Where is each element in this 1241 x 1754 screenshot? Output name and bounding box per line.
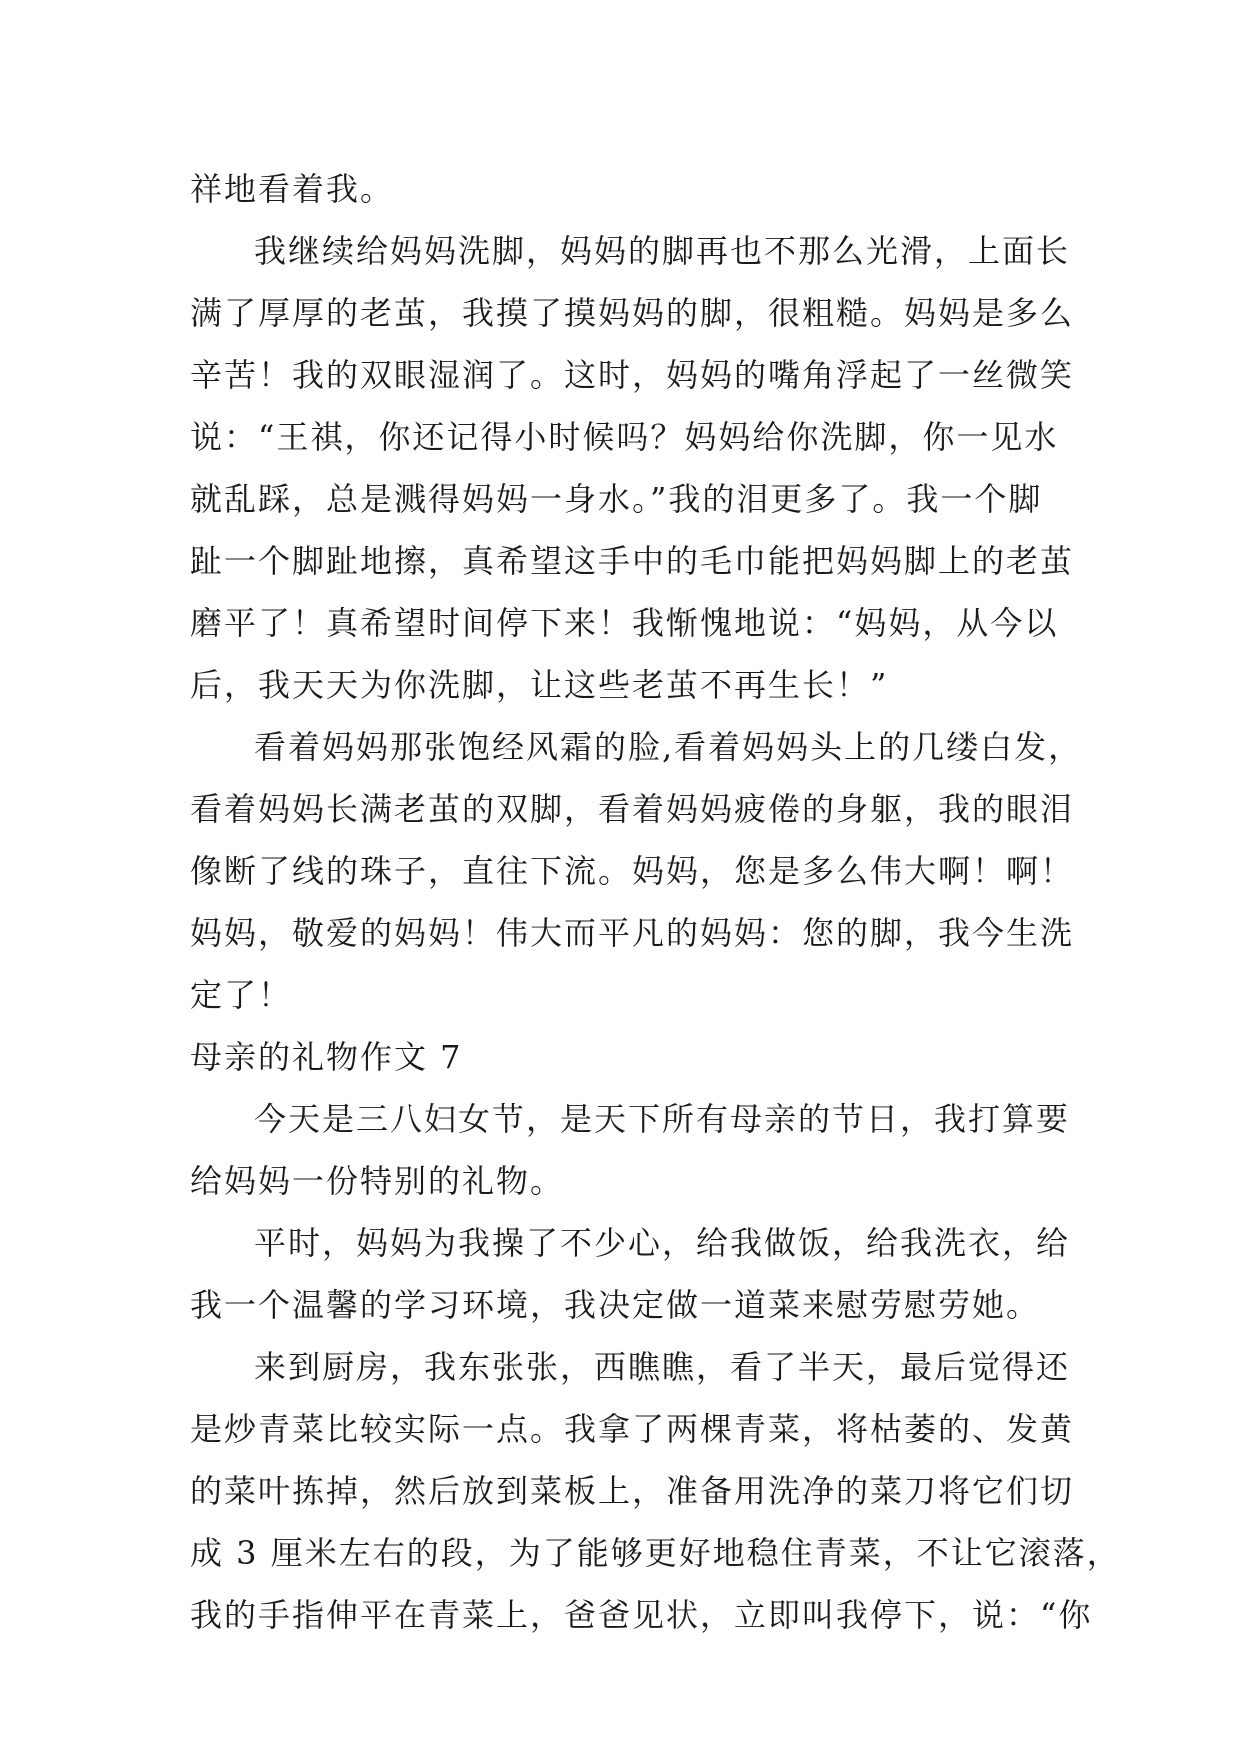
text-line: 趾一个脚趾地擦，真希望这手中的毛巾能把妈妈脚上的老茧 [190, 542, 1075, 580]
document-page [190, 158, 1121, 1646]
text-line: 辛苦！我的双眼湿润了。这时，妈妈的嘴角浮起了一丝微笑 [190, 356, 1075, 394]
text-line: 是炒青菜比较实际一点。我拿了两棵青菜，将枯萎的、发黄 [190, 1410, 1075, 1448]
text-line: 祥地看着我。 [190, 170, 395, 208]
text-line: 看着妈妈那张饱经风霜的脸,看着妈妈头上的几缕白发， [254, 728, 1083, 766]
text-line: 我一个温馨的学习环境，我决定做一道菜来慰劳慰劳她。 [190, 1286, 1041, 1324]
text-line: 看着妈妈长满老茧的双脚，看着妈妈疲倦的身躯，我的眼泪 [190, 790, 1075, 828]
text-line: 成 3 厘米左右的段，为了能够更好地稳住青菜，不让它滚落， [190, 1534, 1121, 1572]
text-line: 今天是三八妇女节，是天下所有母亲的节日，我打算要 [254, 1100, 1071, 1138]
section-heading: 母亲的礼物作文 7 [190, 1038, 463, 1076]
text-line: 我的手指伸平在青菜上，爸爸见状，立即叫我停下，说：“你 [190, 1596, 1093, 1634]
text-line: 来到厨房，我东张张，西瞧瞧，看了半天，最后觉得还 [254, 1348, 1071, 1386]
text-line: 给妈妈一份特别的礼物。 [190, 1162, 565, 1200]
text-line: 定了！ [190, 976, 293, 1014]
text-line: 我继续给妈妈洗脚，妈妈的脚再也不那么光滑，上面长 [254, 232, 1071, 270]
text-line: 平时，妈妈为我操了不少心，给我做饭，给我洗衣，给 [254, 1224, 1071, 1262]
text-line: 说：“王祺，你还记得小时候吗？妈妈给你洗脚，你一见水 [190, 418, 1059, 456]
text-line: 后，我天天为你洗脚，让这些老茧不再生长！” [190, 666, 889, 704]
text-line: 满了厚厚的老茧，我摸了摸妈妈的脚，很粗糙。妈妈是多么 [190, 294, 1075, 332]
text-line: 妈妈，敬爱的妈妈！伟大而平凡的妈妈：您的脚，我今生洗 [190, 914, 1075, 952]
text-line: 磨平了！真希望时间停下来！我惭愧地说：“妈妈，从今以 [190, 604, 1059, 642]
text-line: 的菜叶拣掉，然后放到菜板上，准备用洗净的菜刀将它们切 [190, 1472, 1075, 1510]
text-line: 像断了线的珠子，直往下流。妈妈，您是多么伟大啊！啊！ [190, 852, 1075, 890]
text-line: 就乱踩，总是溅得妈妈一身水。”我的泪更多了。我一个脚 [190, 480, 1043, 518]
